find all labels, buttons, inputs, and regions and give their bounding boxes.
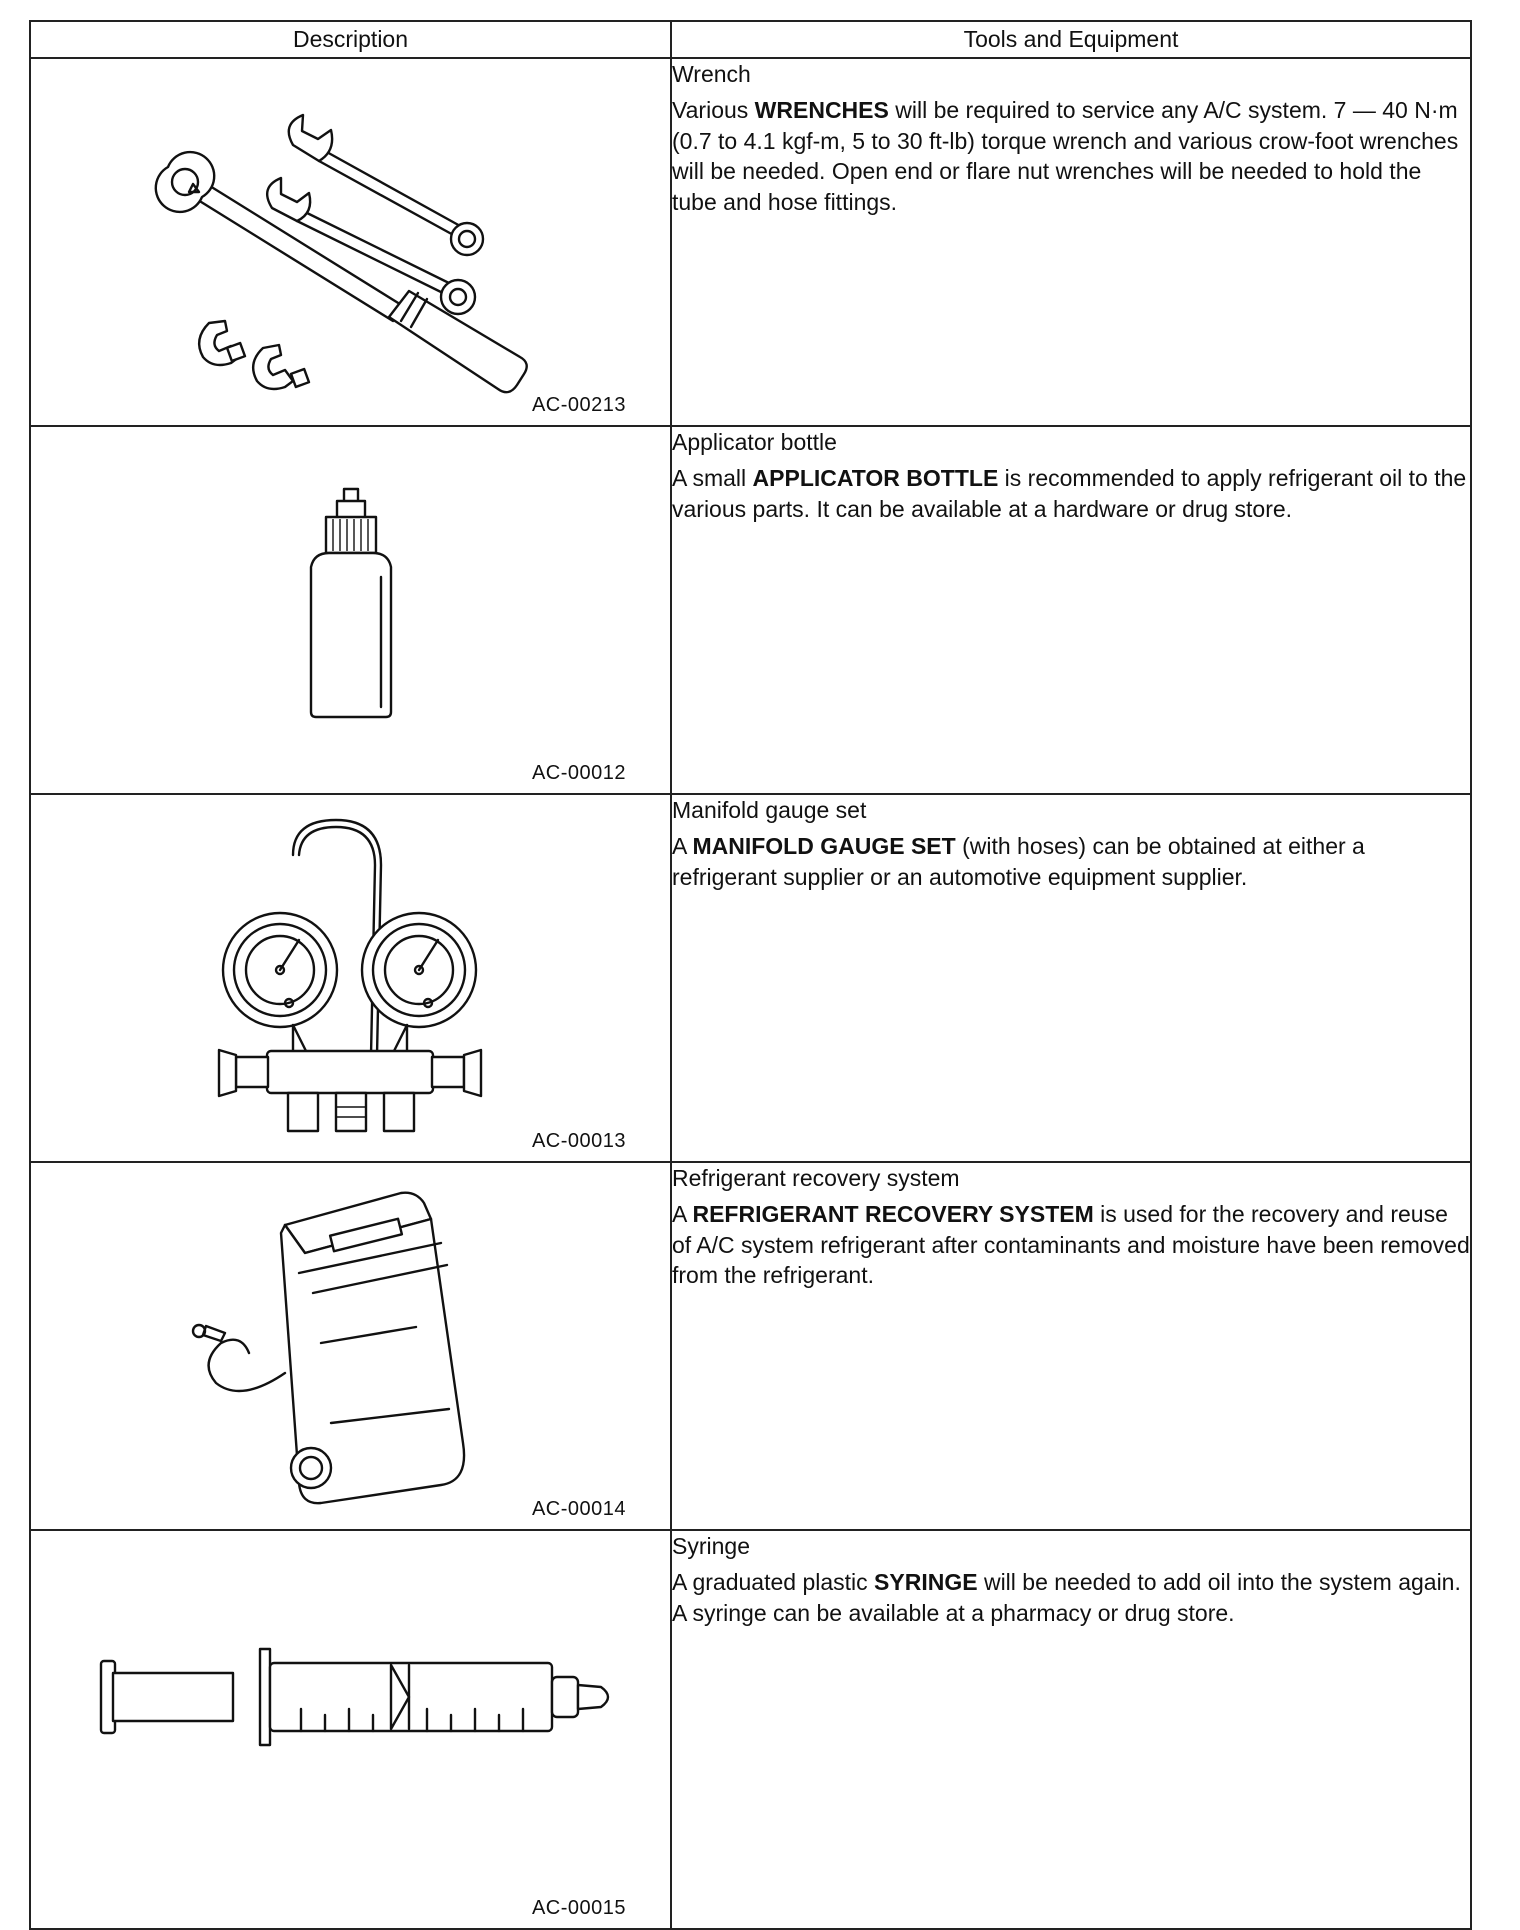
recovery-machine-icon: [193, 1193, 464, 1503]
figure-code: AC-00015: [531, 1897, 626, 1919]
figure-code: AC-00213: [531, 394, 626, 416]
table-row: [30, 794, 1471, 1162]
tool-description: A graduated plastic SYRINGE will be needed to add oil into the system again. A syringe can be available at a pharmacy or drug store.: [672, 1569, 1461, 1626]
illustration-cell: [30, 426, 671, 794]
tool-description: A REFRIGERANT RECOVERY SYSTEM is used for the recovery and reuse of A/C system refrigerant after contaminants and moisture have been removed from the refrigerant.: [672, 1201, 1470, 1288]
refrigerant-recovery-system-illustration: [31, 1163, 672, 1529]
table-row: [30, 426, 1471, 794]
crowfoot-wrench-icon: [199, 321, 309, 389]
gauge-icon: [362, 913, 476, 1027]
table-row: [30, 58, 1471, 426]
tool-name-bold: MANIFOLD GAUGE SET: [692, 833, 956, 859]
description-cell: [671, 58, 1471, 426]
header-description: Description: [30, 21, 671, 58]
tool-description: A small APPLICATOR BOTTLE is recommended to apply refrigerant oil to the various parts. It can be available at a hardware or drug store.: [672, 465, 1467, 522]
tool-title: Manifold gauge set: [672, 797, 867, 823]
manifold-gauge-set-illustration: [31, 795, 672, 1161]
illustration-cell: [30, 794, 671, 1162]
tool-title: Refrigerant recovery system: [672, 1165, 960, 1191]
tool-description: A MANIFOLD GAUGE SET (with hoses) can be obtained at either a refrigerant supplier or an automotive equipment supplier.: [672, 833, 1365, 890]
combination-wrench-icon: [289, 115, 483, 255]
illustration-cell: [30, 1530, 671, 1929]
table-row: [30, 1162, 1471, 1530]
tool-name-bold: SYRINGE: [874, 1569, 978, 1595]
description-cell: [671, 1162, 1471, 1530]
header-row: [30, 21, 1471, 58]
tool-description: Various WRENCHES will be required to service any A/C system. 7 — 40 N·m (0.7 to 4.1 kgf-m, 5 to 30 ft-lb) torque wrench and various crow-foot wrenches will be needed. Open end or flare nut wrenches will be needed to hold the tube and hose fittings.: [672, 97, 1459, 215]
bottle-icon: [311, 489, 391, 717]
tool-name-bold: REFRIGERANT RECOVERY SYSTEM: [692, 1201, 1094, 1227]
figure-code: AC-00014: [531, 1498, 626, 1520]
figure-code: AC-00013: [531, 1130, 626, 1152]
syringe-illustration: [31, 1531, 672, 1928]
tool-name-bold: APPLICATOR BOTTLE: [752, 465, 999, 491]
illustration-cell: [30, 58, 671, 426]
gauge-icon: [223, 913, 337, 1027]
tool-title: Wrench: [672, 61, 751, 87]
tools-table: [29, 20, 1472, 1930]
table-row: [30, 1530, 1471, 1929]
applicator-bottle-illustration: [31, 427, 672, 793]
tool-name-bold: WRENCHES: [754, 97, 889, 123]
figure-code: AC-00012: [531, 762, 626, 784]
manifold-body-icon: [219, 1025, 481, 1131]
tool-title: Applicator bottle: [672, 429, 837, 455]
description-cell: [671, 794, 1471, 1162]
header-tools-and-equipment: Tools and Equipment: [671, 21, 1471, 58]
description-cell: [671, 1530, 1471, 1929]
tool-title: Syringe: [672, 1533, 750, 1559]
illustration-cell: [30, 1162, 671, 1530]
description-cell: [671, 426, 1471, 794]
wrenches-illustration: [31, 59, 672, 425]
syringe-icon: [101, 1649, 608, 1745]
